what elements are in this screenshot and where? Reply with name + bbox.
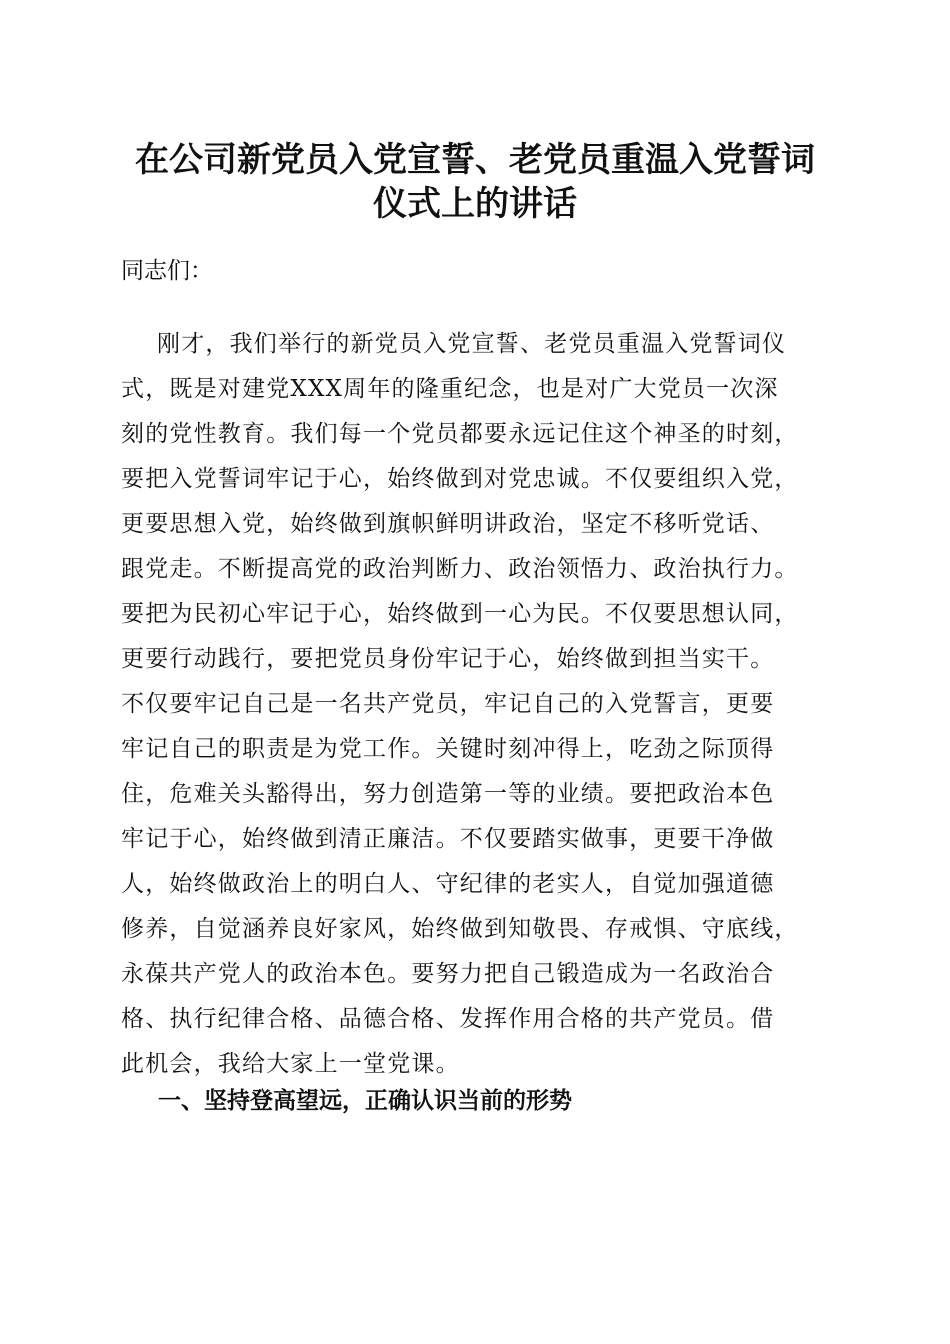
body-line: 刻的党性教育。我们每一个党员都要永远记住这个神圣的时刻， — [121, 421, 799, 447]
body-line: 人，始终做政治上的明白人、守纪律的老实人，自觉加强道德 — [121, 871, 775, 897]
body-line: 修养，自觉涵养良好家风，始终做到知敬畏、存戒惧、守底线， — [121, 916, 799, 942]
body-line: 牢记自己的职责是为党工作。关键时刻冲得上，吃劲之际顶得 — [121, 736, 775, 762]
body-line: 要把入党誓词牢记于心，始终做到对党忠诚。不仅要组织入党， — [121, 466, 799, 492]
body-line: 要把为民初心牢记于心，始终做到一心为民。不仅要思想认同， — [121, 601, 799, 627]
body-line: 住，危难关头豁得出，努力创造第一等的业绩。要把政治本色 — [121, 781, 775, 807]
body-line: 更要行动践行，要把党员身份牢记于心，始终做到担当实干。 — [121, 646, 775, 672]
body-line: 格、执行纪律合格、品德合格、发挥作用合格的共产党员。借 — [121, 1006, 775, 1032]
body-paragraph — [121, 322, 841, 1087]
title-line-1: 在公司新党员入党宣誓、老党员重温入党誓词 — [135, 140, 815, 180]
section-heading: 一、坚持登高望远，正确认识当前的形势 — [158, 1088, 572, 1114]
body-line: 式，既是对建党XXX周年的隆重纪念，也是对广大党员一次深 — [121, 376, 779, 402]
body-line: 更要思想入党，始终做到旗帜鲜明讲政治，坚定不移听党话、 — [121, 511, 775, 537]
body-line: 不仅要牢记自己是一名共产党员，牢记自己的入党誓言，更要 — [121, 691, 775, 717]
body-line: 牢记于心，始终做到清正廉洁。不仅要踏实做事，更要干净做 — [121, 826, 775, 852]
salutation: 同志们： — [121, 258, 213, 284]
body-line: 永葆共产党人的政治本色。要努力把自己锻造成为一名政治合 — [121, 961, 775, 987]
body-line: 刚才，我们举行的新党员入党宣誓、老党员重温入党誓词仪 — [157, 331, 787, 357]
title-line-2: 仪式上的讲话 — [373, 184, 577, 224]
body-line: 跟党走。不断提高党的政治判断力、政治领悟力、政治执行力。 — [121, 556, 799, 582]
body-line: 此机会，我给大家上一堂党课。 — [121, 1051, 460, 1077]
document-title — [110, 138, 840, 226]
